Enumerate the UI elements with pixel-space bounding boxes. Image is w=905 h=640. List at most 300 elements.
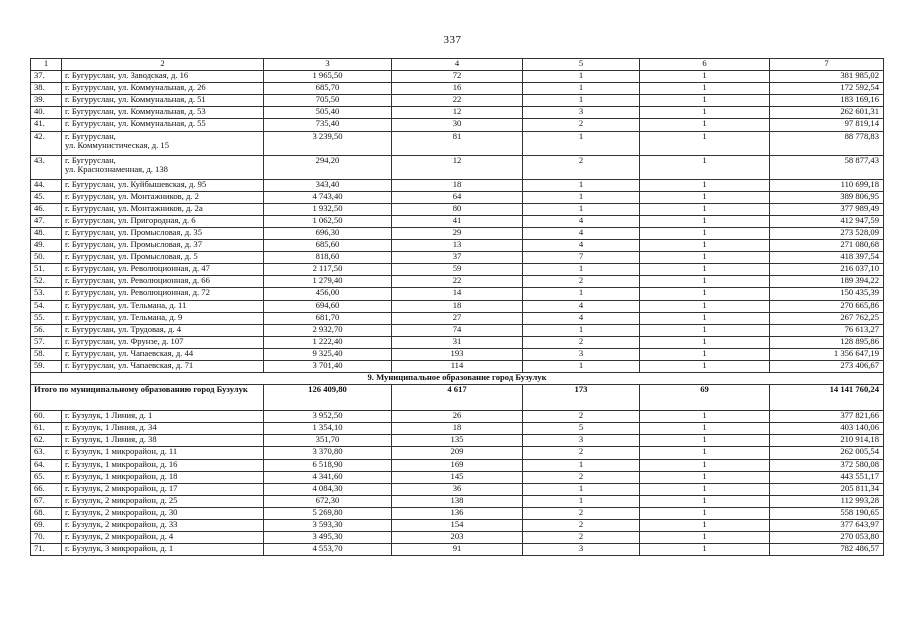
address: г. Бугуруслан, ул. Коммунальная, д. 55 [62, 119, 264, 131]
count-4: 26 [392, 411, 523, 423]
amount: 270 053,80 [770, 532, 884, 544]
column-header: 5 [523, 59, 640, 71]
address: г. Бугуруслан, ул. Фрунзе, д. 107 [62, 336, 264, 348]
area: 3 370,80 [264, 447, 392, 459]
address: г. Бугуруслан, ул. Коммунальная, д. 53 [62, 107, 264, 119]
table-row [31, 336, 884, 348]
area: 3 593,30 [264, 520, 392, 532]
address: г. Бугуруслан, ул. Трудовая, д. 4 [62, 324, 264, 336]
amount: 88 778,83 [770, 131, 884, 155]
count-6: 1 [640, 215, 770, 227]
table-row [31, 495, 884, 507]
count-4: 12 [392, 155, 523, 179]
count-6: 1 [640, 348, 770, 360]
row-number: 55. [31, 312, 62, 324]
table-row [31, 240, 884, 252]
address: г. Бугуруслан, ул. Промысловая, д. 35 [62, 227, 264, 239]
row-number: 52. [31, 276, 62, 288]
address: г. Бузулук, 1 Линия, д. 34 [62, 423, 264, 435]
table-row [31, 507, 884, 519]
count-5: 1 [523, 131, 640, 155]
area: 1 222,40 [264, 336, 392, 348]
area: 3 495,30 [264, 532, 392, 544]
table-row [31, 191, 884, 203]
count-5: 1 [523, 203, 640, 215]
count-4: 169 [392, 459, 523, 471]
table-row [31, 71, 884, 83]
amount: 97 819,14 [770, 119, 884, 131]
column-header: 3 [264, 59, 392, 71]
table-row [31, 312, 884, 324]
row-number: 66. [31, 483, 62, 495]
count-5: 3 [523, 435, 640, 447]
count-5: 7 [523, 252, 640, 264]
table-row [31, 227, 884, 239]
area: 685,70 [264, 83, 392, 95]
table-row [31, 203, 884, 215]
count-4: 13 [392, 240, 523, 252]
count-5: 2 [523, 532, 640, 544]
address: г. Бузулук, 1 микрорайон, д. 16 [62, 459, 264, 471]
count-5: 1 [523, 179, 640, 191]
count-6: 1 [640, 483, 770, 495]
area: 735,40 [264, 119, 392, 131]
area: 818,60 [264, 252, 392, 264]
area: 1 932,50 [264, 203, 392, 215]
amount: 172 592,54 [770, 83, 884, 95]
table-row [31, 447, 884, 459]
amount: 377 989,49 [770, 203, 884, 215]
row-number: 61. [31, 423, 62, 435]
count-4: 72 [392, 71, 523, 83]
count-5: 4 [523, 300, 640, 312]
table-row [31, 324, 884, 336]
count-4: 74 [392, 324, 523, 336]
count-6: 1 [640, 71, 770, 83]
row-number: 58. [31, 348, 62, 360]
count-4: 12 [392, 107, 523, 119]
amount: 558 190,65 [770, 507, 884, 519]
count-6: 1 [640, 423, 770, 435]
table-row [31, 131, 884, 155]
count-5: 1 [523, 495, 640, 507]
area: 4 084,30 [264, 483, 392, 495]
row-number: 51. [31, 264, 62, 276]
count-6: 1 [640, 179, 770, 191]
amount: 58 877,43 [770, 155, 884, 179]
table-row [31, 411, 884, 423]
count-4: 136 [392, 507, 523, 519]
column-header: 2 [62, 59, 264, 71]
column-header: 1 [31, 59, 62, 71]
area: 696,30 [264, 227, 392, 239]
amount: 76 613,27 [770, 324, 884, 336]
count-6: 1 [640, 520, 770, 532]
count-4: 30 [392, 119, 523, 131]
count-4: 138 [392, 495, 523, 507]
count-4: 41 [392, 215, 523, 227]
table-row [31, 95, 884, 107]
row-number: 47. [31, 215, 62, 227]
count-5: 1 [523, 71, 640, 83]
table-row [31, 520, 884, 532]
amount: 189 394,22 [770, 276, 884, 288]
row-number: 43. [31, 155, 62, 179]
area: 1 354,10 [264, 423, 392, 435]
amount: 267 762,25 [770, 312, 884, 324]
address: г. Бузулук, 1 микрорайон, д. 18 [62, 471, 264, 483]
count-6: 1 [640, 119, 770, 131]
amount: 270 665,86 [770, 300, 884, 312]
count-5: 4 [523, 215, 640, 227]
area: 294,20 [264, 155, 392, 179]
count-5: 2 [523, 507, 640, 519]
address: г. Бугуруслан, ул. Заводская, д. 16 [62, 71, 264, 83]
address: г. Бузулук, 1 Линия, д. 38 [62, 435, 264, 447]
count-6: 1 [640, 264, 770, 276]
total-row [31, 385, 884, 411]
count-4: 80 [392, 203, 523, 215]
amount: 782 486,57 [770, 544, 884, 556]
count-6: 1 [640, 459, 770, 471]
address-line-1: г. Бугуруслан, [65, 155, 116, 165]
count-4: 209 [392, 447, 523, 459]
address-line-2: ул. Краснознаменная, д. 138 [65, 163, 168, 174]
count-4: 135 [392, 435, 523, 447]
address [62, 131, 264, 155]
count-6: 1 [640, 495, 770, 507]
address: г. Бузулук, 2 микрорайон, д. 25 [62, 495, 264, 507]
address: г. Бугуруслан, ул. Революционная, д. 47 [62, 264, 264, 276]
page-number: 337 [443, 34, 462, 46]
amount: 443 551,17 [770, 471, 884, 483]
count-4: 31 [392, 336, 523, 348]
count-4: 22 [392, 276, 523, 288]
amount: 377 643,97 [770, 520, 884, 532]
area: 694,60 [264, 300, 392, 312]
row-number: 48. [31, 227, 62, 239]
count-5: 5 [523, 423, 640, 435]
count-6: 1 [640, 83, 770, 95]
table-row [31, 215, 884, 227]
row-number: 60. [31, 411, 62, 423]
area: 4 553,70 [264, 544, 392, 556]
area: 705,50 [264, 95, 392, 107]
count-5: 2 [523, 471, 640, 483]
address: г. Бугуруслан, ул. Промысловая, д. 37 [62, 240, 264, 252]
count-5: 3 [523, 544, 640, 556]
count-5: 1 [523, 83, 640, 95]
count-6: 1 [640, 336, 770, 348]
amount: 381 985,02 [770, 71, 884, 83]
amount: 112 993,28 [770, 495, 884, 507]
count-4: 59 [392, 264, 523, 276]
count-5: 1 [523, 264, 640, 276]
count-4: 36 [392, 483, 523, 495]
count-6: 1 [640, 324, 770, 336]
table-row [31, 107, 884, 119]
amount: 389 806,95 [770, 191, 884, 203]
table-row [31, 276, 884, 288]
table-row [31, 423, 884, 435]
amount: 273 406,67 [770, 360, 884, 372]
count-5: 2 [523, 411, 640, 423]
row-number: 53. [31, 288, 62, 300]
row-number: 59. [31, 360, 62, 372]
total-area: 126 409,80 [264, 385, 392, 411]
table-row [31, 288, 884, 300]
count-5: 2 [523, 155, 640, 179]
table-row [31, 179, 884, 191]
table-body [31, 59, 884, 556]
count-6: 1 [640, 544, 770, 556]
area: 505,40 [264, 107, 392, 119]
address: г. Бугуруслан, ул. Монтажников, д. 2а [62, 203, 264, 215]
count-5: 3 [523, 348, 640, 360]
count-5: 1 [523, 288, 640, 300]
count-5: 2 [523, 276, 640, 288]
count-6: 1 [640, 300, 770, 312]
count-4: 22 [392, 95, 523, 107]
count-5: 1 [523, 191, 640, 203]
area: 685,60 [264, 240, 392, 252]
address: г. Бузулук, 1 микрорайон, д. 11 [62, 447, 264, 459]
row-number: 42. [31, 131, 62, 155]
area: 2 117,50 [264, 264, 392, 276]
amount: 377 821,66 [770, 411, 884, 423]
area: 3 952,50 [264, 411, 392, 423]
count-5: 4 [523, 312, 640, 324]
address: г. Бугуруслан, ул. Революционная, д. 72 [62, 288, 264, 300]
count-6: 1 [640, 95, 770, 107]
count-6: 1 [640, 312, 770, 324]
area: 6 518,90 [264, 459, 392, 471]
area: 3 701,40 [264, 360, 392, 372]
count-4: 203 [392, 532, 523, 544]
address: г. Бугуруслан, ул. Тельмана, д. 11 [62, 300, 264, 312]
row-number: 62. [31, 435, 62, 447]
total-amount: 14 141 760,24 [770, 385, 884, 411]
count-6: 1 [640, 532, 770, 544]
total-count-4: 4 617 [392, 385, 523, 411]
area: 351,70 [264, 435, 392, 447]
count-5: 3 [523, 107, 640, 119]
address: г. Бугуруслан, ул. Тельмана, д. 9 [62, 312, 264, 324]
address: г. Бугуруслан, ул. Революционная, д. 66 [62, 276, 264, 288]
amount: 216 037,10 [770, 264, 884, 276]
table-row [31, 471, 884, 483]
count-4: 114 [392, 360, 523, 372]
area: 681,70 [264, 312, 392, 324]
count-4: 81 [392, 131, 523, 155]
amount: 205 811,34 [770, 483, 884, 495]
column-header: 7 [770, 59, 884, 71]
row-number: 56. [31, 324, 62, 336]
row-number: 49. [31, 240, 62, 252]
amount: 262 601,31 [770, 107, 884, 119]
address: г. Бугуруслан, ул. Чапаевская, д. 44 [62, 348, 264, 360]
amount: 418 397,54 [770, 252, 884, 264]
row-number: 38. [31, 83, 62, 95]
row-number: 37. [31, 71, 62, 83]
count-4: 18 [392, 179, 523, 191]
count-6: 1 [640, 107, 770, 119]
count-6: 1 [640, 288, 770, 300]
amount: 372 580,08 [770, 459, 884, 471]
count-5: 2 [523, 447, 640, 459]
count-5: 1 [523, 483, 640, 495]
row-number: 45. [31, 191, 62, 203]
total-count-5: 173 [523, 385, 640, 411]
table-row [31, 155, 884, 179]
address: г. Бугуруслан, ул. Промысловая, д. 5 [62, 252, 264, 264]
count-5: 2 [523, 336, 640, 348]
count-6: 1 [640, 411, 770, 423]
address-line-1: г. Бугуруслан, [65, 131, 116, 141]
count-6: 1 [640, 360, 770, 372]
table-row [31, 348, 884, 360]
count-4: 193 [392, 348, 523, 360]
count-5: 1 [523, 360, 640, 372]
count-5: 1 [523, 459, 640, 471]
table-row [31, 532, 884, 544]
count-5: 2 [523, 119, 640, 131]
count-4: 37 [392, 252, 523, 264]
address: г. Бузулук, 2 микрорайон, д. 4 [62, 532, 264, 544]
address: г. Бугуруслан, ул. Чапаевская, д. 71 [62, 360, 264, 372]
address: г. Бугуруслан, ул. Коммунальная, д. 51 [62, 95, 264, 107]
row-number: 40. [31, 107, 62, 119]
count-4: 154 [392, 520, 523, 532]
amount: 150 435,39 [770, 288, 884, 300]
address: г. Бузулук, 2 микрорайон, д. 30 [62, 507, 264, 519]
count-6: 1 [640, 276, 770, 288]
amount: 262 005,54 [770, 447, 884, 459]
row-number: 50. [31, 252, 62, 264]
row-number: 39. [31, 95, 62, 107]
address: г. Бугуруслан, ул. Коммунальная, д. 26 [62, 83, 264, 95]
row-number: 68. [31, 507, 62, 519]
row-number: 63. [31, 447, 62, 459]
area: 3 239,50 [264, 131, 392, 155]
table-row [31, 252, 884, 264]
address: г. Бузулук, 3 микрорайон, д. 1 [62, 544, 264, 556]
count-5: 1 [523, 324, 640, 336]
amount: 210 914,18 [770, 435, 884, 447]
amount: 1 356 647,19 [770, 348, 884, 360]
address: г. Бузулук, 1 Линия, д. 1 [62, 411, 264, 423]
area: 343,40 [264, 179, 392, 191]
count-6: 1 [640, 447, 770, 459]
table-row [31, 119, 884, 131]
count-6: 1 [640, 507, 770, 519]
section-row [31, 373, 884, 385]
address: г. Бугуруслан, ул. Монтажников, д. 2 [62, 191, 264, 203]
row-number: 41. [31, 119, 62, 131]
count-4: 18 [392, 423, 523, 435]
count-4: 27 [392, 312, 523, 324]
row-number: 67. [31, 495, 62, 507]
table-row [31, 264, 884, 276]
count-6: 1 [640, 131, 770, 155]
area: 1 279,40 [264, 276, 392, 288]
amount: 183 169,16 [770, 95, 884, 107]
area: 9 325,40 [264, 348, 392, 360]
amount: 128 895,86 [770, 336, 884, 348]
count-4: 18 [392, 300, 523, 312]
row-number: 70. [31, 532, 62, 544]
count-6: 1 [640, 203, 770, 215]
count-6: 1 [640, 240, 770, 252]
table-row [31, 360, 884, 372]
total-count-6: 69 [640, 385, 770, 411]
address: г. Бугуруслан, ул. Куйбышевская, д. 95 [62, 179, 264, 191]
section-title: 9. Муниципальное образование город Бузулук [31, 373, 884, 385]
table-row [31, 83, 884, 95]
area: 4 743,40 [264, 191, 392, 203]
amount: 412 947,59 [770, 215, 884, 227]
count-6: 1 [640, 471, 770, 483]
table-row [31, 483, 884, 495]
area: 456,00 [264, 288, 392, 300]
column-header: 6 [640, 59, 770, 71]
count-4: 64 [392, 191, 523, 203]
row-number: 44. [31, 179, 62, 191]
count-5: 2 [523, 520, 640, 532]
header-row [31, 59, 884, 71]
row-number: 69. [31, 520, 62, 532]
row-number: 65. [31, 471, 62, 483]
count-4: 91 [392, 544, 523, 556]
count-4: 16 [392, 83, 523, 95]
area: 672,30 [264, 495, 392, 507]
address-line-2: ул. Коммунистическая, д. 15 [65, 139, 170, 150]
table-row [31, 459, 884, 471]
row-number: 46. [31, 203, 62, 215]
count-6: 1 [640, 155, 770, 179]
count-6: 1 [640, 191, 770, 203]
count-5: 4 [523, 227, 640, 239]
table-row [31, 435, 884, 447]
area: 1 062,50 [264, 215, 392, 227]
area: 2 932,70 [264, 324, 392, 336]
row-number: 54. [31, 300, 62, 312]
row-number: 57. [31, 336, 62, 348]
area: 5 269,80 [264, 507, 392, 519]
count-4: 29 [392, 227, 523, 239]
count-6: 1 [640, 252, 770, 264]
amount: 403 140,06 [770, 423, 884, 435]
count-6: 1 [640, 227, 770, 239]
address: г. Бузулук, 2 микрорайон, д. 17 [62, 483, 264, 495]
amount: 273 528,09 [770, 227, 884, 239]
address [62, 155, 264, 179]
count-5: 1 [523, 95, 640, 107]
table-row [31, 300, 884, 312]
total-label: Итого по муниципальному образованию город Бузулук [31, 385, 264, 411]
area: 4 341,60 [264, 471, 392, 483]
row-number: 64. [31, 459, 62, 471]
count-4: 145 [392, 471, 523, 483]
housing-table [30, 58, 884, 556]
count-6: 1 [640, 435, 770, 447]
address: г. Бугуруслан, ул. Пригородная, д. 6 [62, 215, 264, 227]
amount: 271 080,68 [770, 240, 884, 252]
count-5: 4 [523, 240, 640, 252]
row-number: 71. [31, 544, 62, 556]
address: г. Бузулук, 2 микрорайон, д. 33 [62, 520, 264, 532]
column-header: 4 [392, 59, 523, 71]
